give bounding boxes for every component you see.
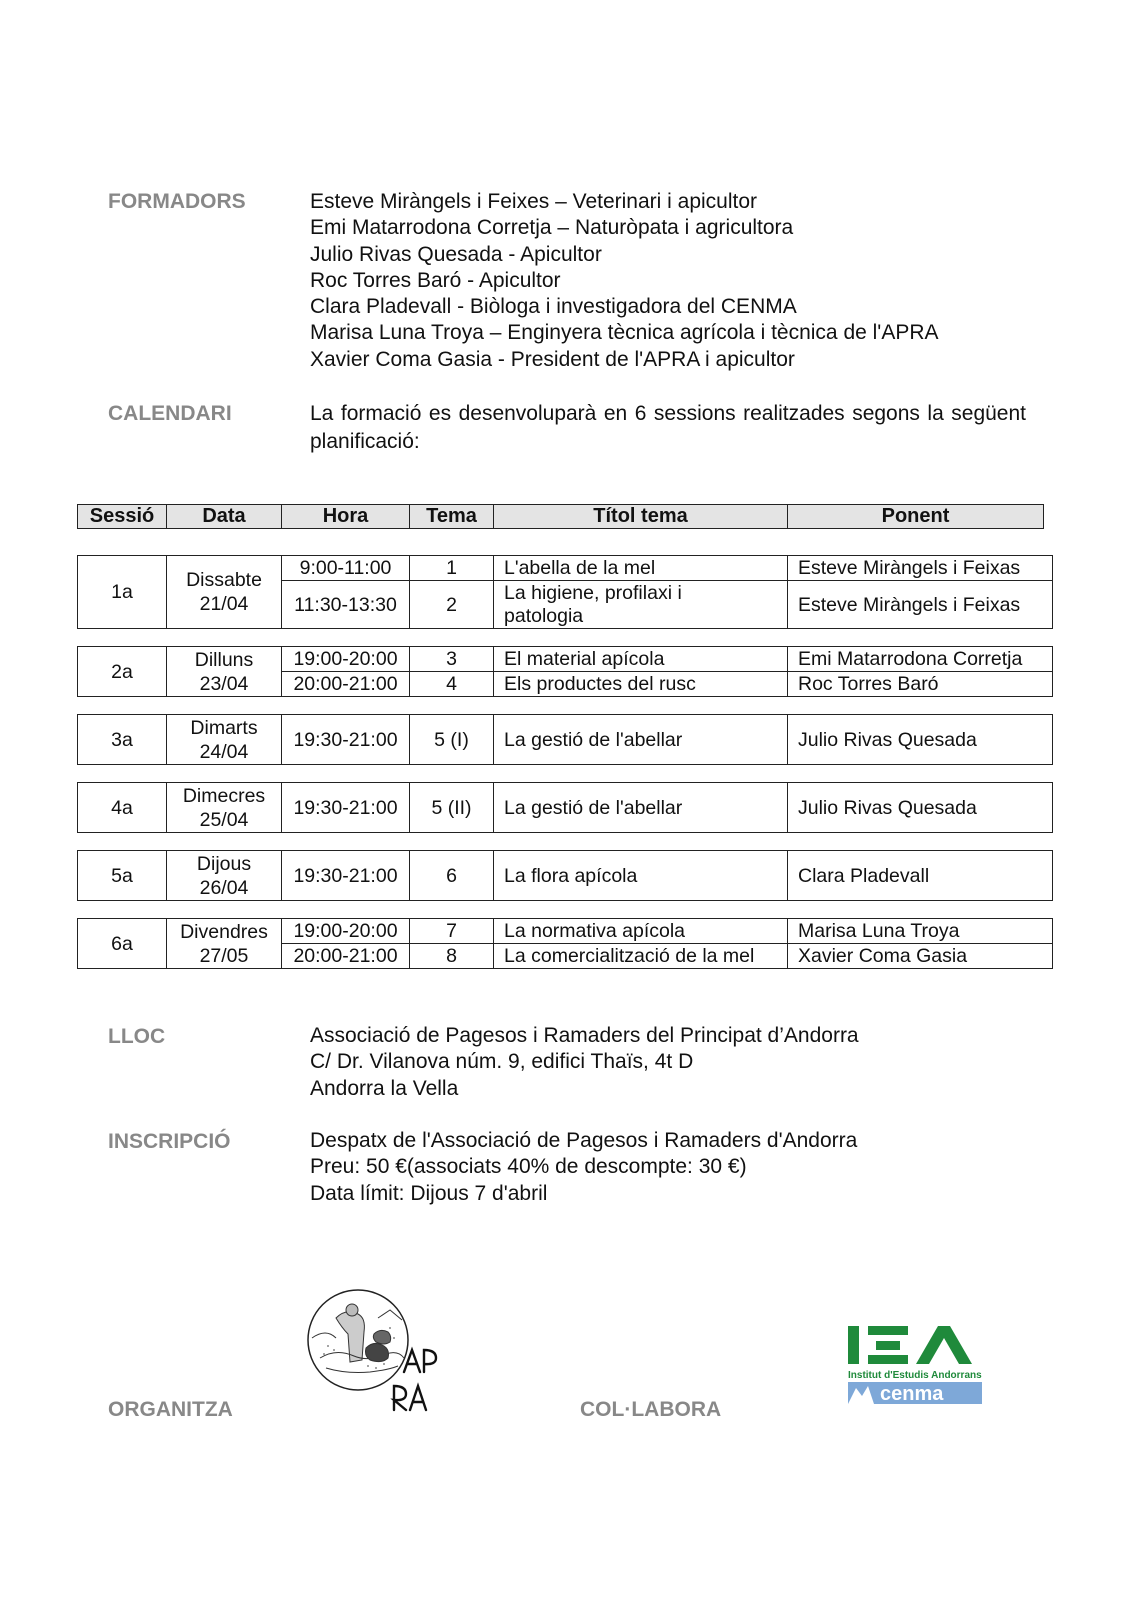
session-date	[167, 919, 282, 968]
session-rows	[282, 783, 1052, 832]
session-day: Dimecres	[182, 784, 266, 807]
cell-titol: L'abella de la mel	[494, 556, 788, 580]
formador-item: Roc Torres Baró - Apicultor	[310, 268, 561, 292]
cell-tema: 8	[410, 944, 494, 968]
session-date	[167, 647, 282, 696]
formador-item: Marisa Luna Troya – Enginyera tècnica agrícola i tècnica de l'APRA	[310, 321, 939, 345]
session-number: 5a	[78, 851, 167, 900]
section-label-colabora: COL·LABORA	[580, 1398, 722, 1421]
session-block-3	[77, 714, 1053, 765]
session-number: 6a	[78, 919, 167, 968]
cell-titol: La normativa apícola	[494, 919, 788, 943]
cell-ponent: Xavier Coma Gasia	[798, 945, 968, 967]
header-ponent: Ponent	[881, 505, 950, 527]
table-row	[282, 581, 1052, 628]
session-block-1	[77, 555, 1053, 629]
section-label-formadors: FORMADORS	[108, 190, 246, 213]
cell-ponent: Julio Rivas Quesada	[798, 796, 977, 819]
cell-tema: 4	[410, 672, 494, 696]
session-day: Dijous	[196, 852, 252, 875]
cell-tema: 5 (I)	[410, 715, 494, 764]
session-rows	[282, 919, 1052, 968]
formador-item: Emi Matarrodona Corretja – Naturòpata i agricultora	[310, 216, 794, 240]
cell-ponent: Esteve Miràngels i Feixas	[798, 557, 1021, 579]
cell-titol: La gestió de l'abellar	[494, 783, 788, 832]
calendari-intro: La formació es desenvoluparà en 6 sessions realitzades segons la següent planificació:	[310, 402, 1026, 453]
section-label-calendari: CALENDARI	[108, 402, 232, 425]
cell-ponent: Marisa Luna Troya	[798, 920, 960, 942]
cell-titol: La higiene, profilaxi i patologia	[494, 581, 788, 628]
iea-subtitle: Institut d'Estudis Andorrans	[848, 1370, 982, 1381]
table-row	[282, 647, 1052, 672]
cell-titol: Els productes del rusc	[494, 672, 788, 696]
session-block-6	[77, 918, 1053, 969]
session-date-value: 21/04	[199, 593, 249, 615]
cell-titol: La gestió de l'abellar	[494, 715, 788, 764]
cell-tema: 3	[410, 647, 494, 671]
cell-tema: 6	[410, 851, 494, 900]
section-label-organitza: ORGANITZA	[108, 1398, 233, 1421]
lloc-address	[310, 1023, 859, 1102]
session-date-value: 25/04	[199, 808, 249, 831]
cell-tema: 5 (II)	[410, 783, 494, 832]
table-row	[282, 556, 1052, 581]
inscripcio-line: Despatx de l'Associació de Pagesos i Ramaders d'Andorra	[310, 1129, 858, 1152]
table-row	[282, 783, 1052, 832]
lloc-line: C/ Dr. Vilanova núm. 9, edifici Thaïs, 4t D	[310, 1050, 694, 1074]
table-row	[282, 851, 1052, 900]
cell-hora: 11:30-13:30	[282, 581, 410, 628]
header-titol-tema: Títol tema	[494, 505, 788, 528]
cell-hora: 19:00-20:00	[282, 647, 410, 671]
table-row	[282, 715, 1052, 764]
cell-ponent: Roc Torres Baró	[798, 673, 939, 695]
cell-tema: 1	[410, 556, 494, 580]
session-day: Divendres	[180, 920, 268, 943]
session-day: Dissabte	[186, 569, 262, 591]
table-row	[282, 919, 1052, 944]
session-date-value: 26/04	[199, 876, 249, 899]
cell-titol: La comercialització de la mel	[494, 944, 788, 968]
cell-ponent: Julio Rivas Quesada	[798, 728, 977, 751]
cell-hora: 19:30-21:00	[282, 715, 410, 764]
session-rows	[282, 715, 1052, 764]
header-tema: Tema	[410, 505, 494, 528]
cell-hora: 19:00-20:00	[282, 919, 410, 943]
session-number: 1a	[78, 556, 167, 628]
cell-hora: 20:00-21:00	[282, 672, 410, 696]
session-number: 2a	[78, 647, 167, 696]
session-block-4	[77, 782, 1053, 833]
session-block-2	[77, 646, 1053, 697]
cell-titol: La flora apícola	[494, 851, 788, 900]
session-date	[167, 851, 282, 900]
session-day: Dimarts	[190, 716, 258, 739]
cell-ponent: Emi Matarrodona Corretja	[798, 648, 1023, 670]
formador-item: Esteve Miràngels i Feixes – Veterinari i apicultor	[310, 190, 758, 213]
cell-hora: 19:30-21:00	[282, 851, 410, 900]
cell-tema: 7	[410, 919, 494, 943]
cell-hora: 20:00-21:00	[282, 944, 410, 968]
cell-hora: 19:30-21:00	[282, 783, 410, 832]
lloc-line: Andorra la Vella	[310, 1076, 459, 1100]
session-rows	[282, 556, 1052, 628]
formador-item: Julio Rivas Quesada - Apicultor	[310, 242, 602, 266]
cell-ponent: Esteve Miràngels i Feixas	[798, 593, 1021, 616]
session-date	[167, 783, 282, 832]
cell-ponent: Clara Pladevall	[798, 864, 930, 887]
inscripcio-line: Preu: 50 €(associats 40% de descompte: 30 €)	[310, 1155, 747, 1179]
header-hora: Hora	[282, 505, 410, 528]
lloc-line: Associació de Pagesos i Ramaders del Principat d’Andorra	[310, 1024, 859, 1047]
session-date	[167, 715, 282, 764]
iea-logo-icon	[846, 1316, 986, 1408]
session-rows	[282, 851, 1052, 900]
formador-item: Clara Pladevall - Biòloga i investigadora del CENMA	[310, 295, 797, 319]
apra-logo-icon	[306, 1288, 446, 1418]
iea-band-text: cenma	[880, 1383, 944, 1405]
session-date-value: 23/04	[199, 672, 249, 695]
session-number: 4a	[78, 783, 167, 832]
section-label-lloc: LLOC	[108, 1025, 166, 1048]
schedule-table-header	[77, 504, 1044, 529]
header-sessio: Sessió	[78, 505, 167, 528]
table-row	[282, 672, 1052, 696]
cell-tema: 2	[410, 581, 494, 628]
cell-titol: El material apícola	[494, 647, 788, 671]
session-day: Dilluns	[194, 648, 254, 671]
session-block-5	[77, 850, 1053, 901]
cell-hora: 9:00-11:00	[282, 556, 410, 580]
session-number: 3a	[78, 715, 167, 764]
session-rows	[282, 647, 1052, 696]
section-label-inscripcio: INSCRIPCIÓ	[108, 1130, 231, 1153]
session-date-value: 24/04	[199, 740, 249, 763]
session-date-value: 27/05	[199, 944, 249, 967]
inscripcio-line: Data límit: Dijous 7 d'abril	[310, 1181, 548, 1205]
formadors-list	[310, 189, 939, 373]
table-row	[282, 944, 1052, 968]
header-data: Data	[167, 505, 282, 528]
session-date	[167, 556, 282, 628]
formador-item: Xavier Coma Gasia - President de l'APRA i apicultor	[310, 347, 795, 371]
inscripcio-details	[310, 1128, 857, 1207]
